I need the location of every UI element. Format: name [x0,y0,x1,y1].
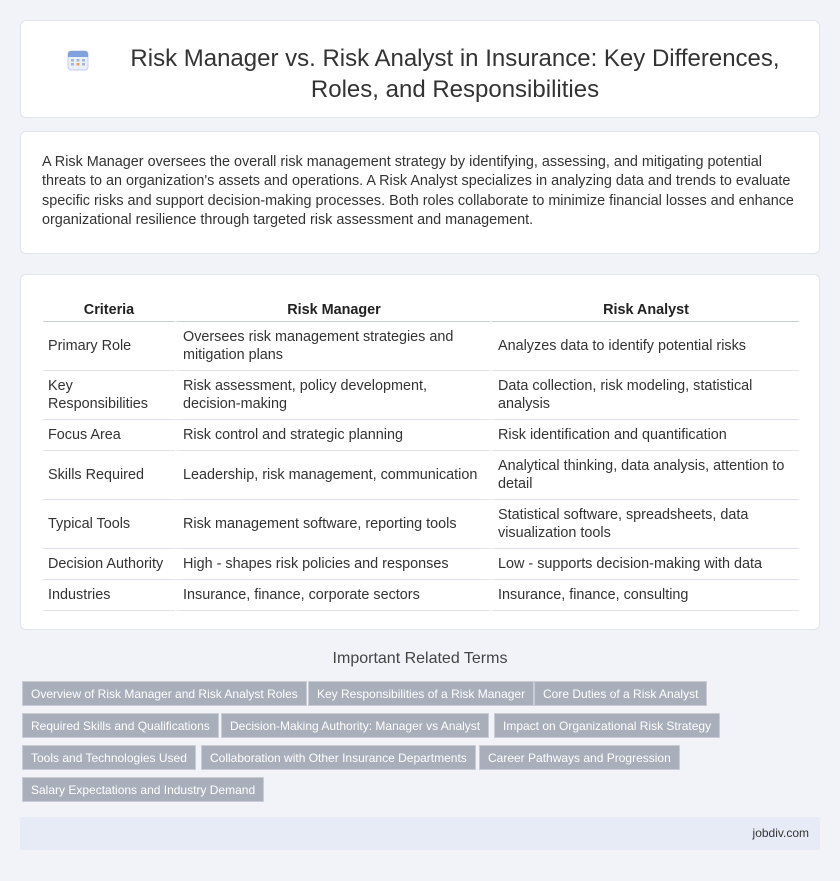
criteria-cell: Typical Tools [43,500,175,549]
intro-paragraph: A Risk Manager oversees the overall risk management strategy by identifying, assessing, and mitigating potential threats to an organization's assets and operations. A Risk Analyst specializes in analyzing data and trends to evaluate specific risks and support decision-making processes. Both roles collaborate to minimize financial losses and enhance organizational resilience through targeted risk assessment and management. [42,154,794,228]
table-row [43,420,799,451]
related-term-link[interactable]: Career Pathways and Progression [479,745,680,770]
manager-cell: Insurance, finance, corporate sectors [175,580,490,611]
analyst-cell: Statistical software, spreadsheets, data visualization tools [490,500,799,549]
header-card [20,20,820,118]
footer-site-link[interactable]: jobdiv.com [752,826,809,840]
related-term-link[interactable]: Tools and Technologies Used [22,745,196,770]
table-header-row [43,295,799,322]
analyst-cell: Insurance, finance, consulting [490,580,799,611]
table-row [43,549,799,580]
table-row [43,371,799,420]
table-row [43,500,799,549]
header-criteria: Criteria [43,295,175,322]
manager-cell: Risk management software, reporting tools [175,500,490,549]
related-term-link[interactable]: Overview of Risk Manager and Risk Analyst Roles [22,681,307,706]
analyst-cell: Risk identification and quantification [490,420,799,451]
manager-cell: Risk control and strategic planning [175,420,490,451]
comparison-card [20,274,820,630]
analyst-cell: Data collection, risk modeling, statistical analysis [490,371,799,420]
page-title: Risk Manager vs. Risk Analyst in Insurance: Key Differences, Roles, and Responsibilities [130,45,780,103]
table-row [43,451,799,500]
footer [20,817,820,850]
manager-cell: Oversees risk management strategies and mitigation plans [175,322,490,371]
comparison-table [43,295,799,611]
criteria-cell: Primary Role [43,322,175,371]
manager-cell: High - shapes risk policies and responses [175,549,490,580]
criteria-cell: Skills Required [43,451,175,500]
related-term-link[interactable]: Key Responsibilities of a Risk Manager [308,681,534,706]
criteria-cell: Focus Area [43,420,175,451]
table-row [43,580,799,611]
criteria-cell: Industries [43,580,175,611]
criteria-cell: Key Responsibilities [43,371,175,420]
intro-card [20,131,820,254]
manager-cell: Risk assessment, policy development, decision-making [175,371,490,420]
related-term-link[interactable]: Required Skills and Qualifications [22,713,219,738]
header-risk-manager: Risk Manager [175,295,490,322]
header-risk-analyst: Risk Analyst [490,295,799,322]
table-row [43,322,799,371]
related-term-link[interactable]: Core Duties of a Risk Analyst [534,681,707,706]
analyst-cell: Analytical thinking, data analysis, attention to detail [490,451,799,500]
analyst-cell: Low - supports decision-making with data [490,549,799,580]
related-term-link[interactable]: Salary Expectations and Industry Demand [22,777,264,802]
related-term-link[interactable]: Decision-Making Authority: Manager vs Analyst [221,713,489,738]
related-terms-title: Important Related Terms [332,650,508,667]
analyst-cell: Analyzes data to identify potential risks [490,322,799,371]
criteria-cell: Decision Authority [43,549,175,580]
manager-cell: Leadership, risk management, communication [175,451,490,500]
related-term-link[interactable]: Collaboration with Other Insurance Departments [201,745,476,770]
related-term-link[interactable]: Impact on Organizational Risk Strategy [494,713,720,738]
